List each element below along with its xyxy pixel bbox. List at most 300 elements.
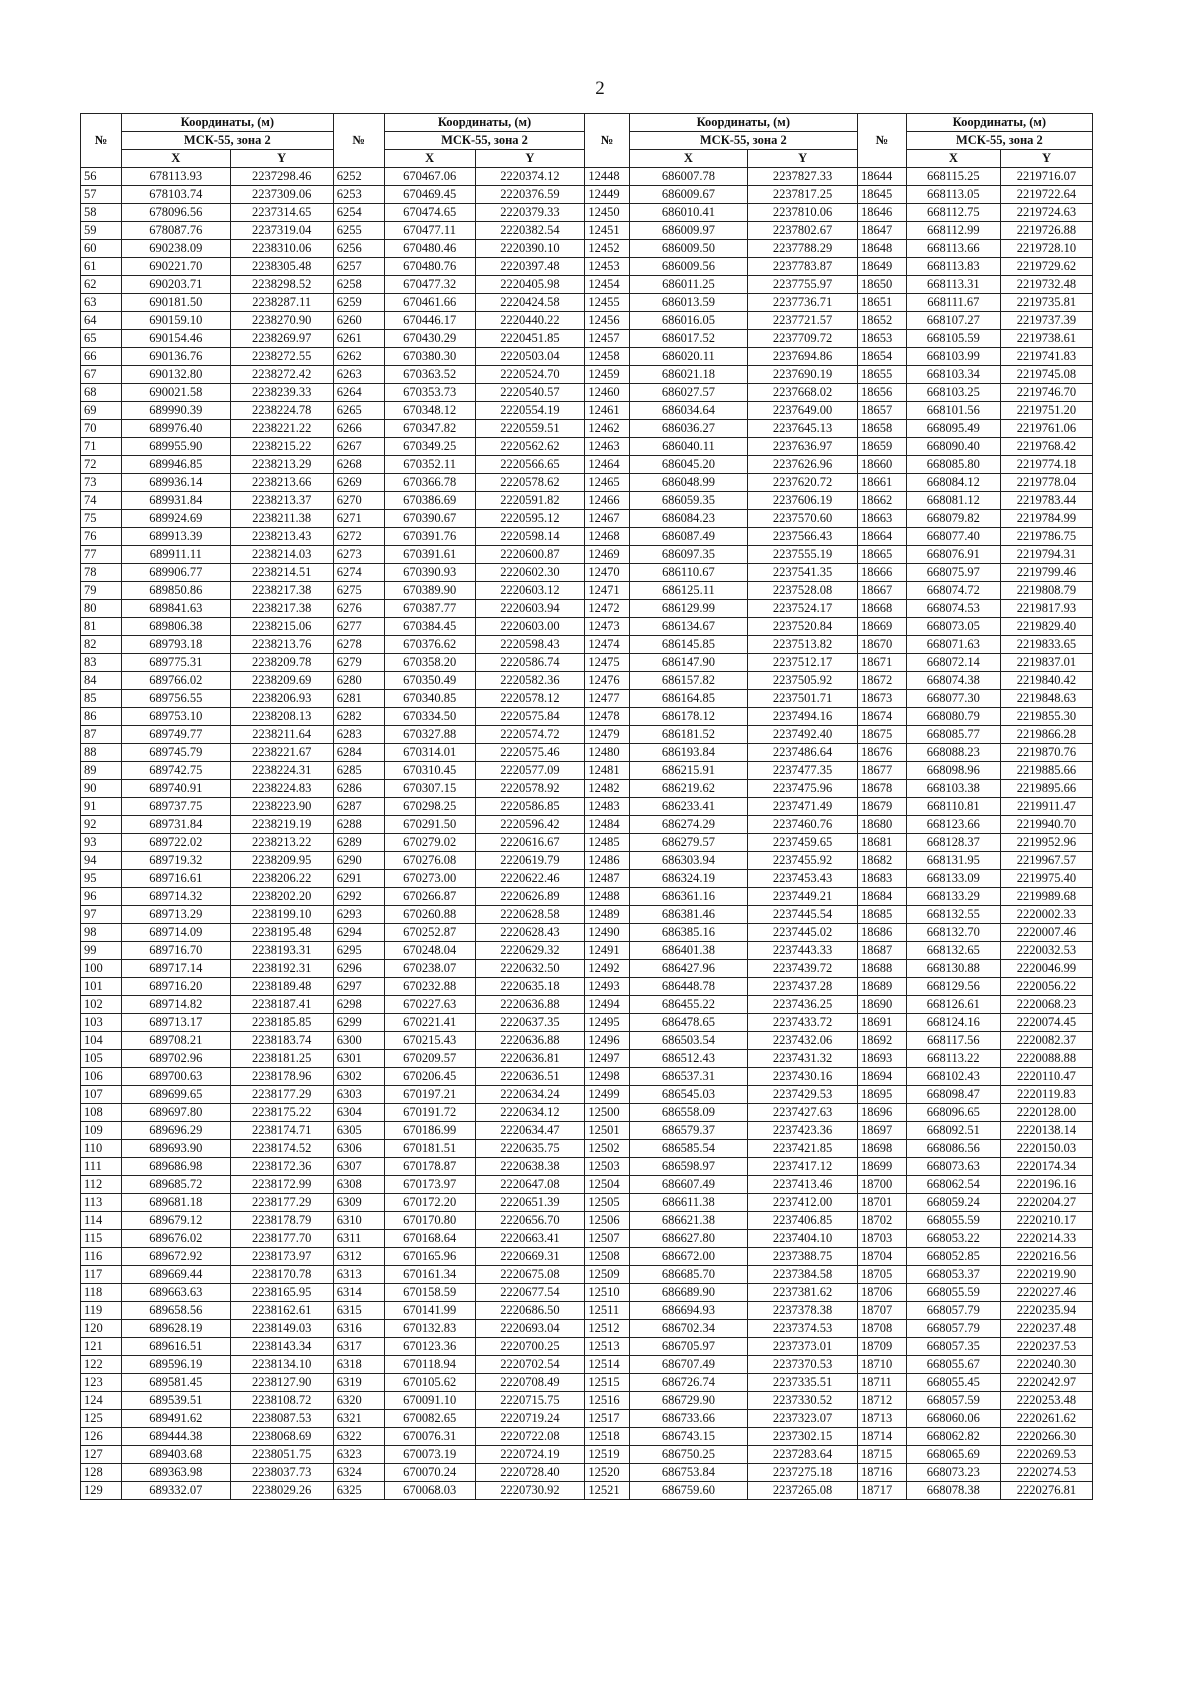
- y-value-cell: 2238174.71: [230, 1122, 333, 1140]
- y-value-cell: 2238209.95: [230, 852, 333, 870]
- table-row: [81, 456, 1093, 474]
- table-row: [81, 1122, 1093, 1140]
- y-value-cell: 2238217.38: [230, 600, 333, 618]
- point-number-cell: 6315: [333, 1302, 384, 1320]
- point-number-cell: 56: [81, 168, 122, 186]
- x-value-cell: 689716.70: [122, 942, 231, 960]
- point-number-cell: 18681: [857, 834, 906, 852]
- point-number-cell: 118: [81, 1284, 122, 1302]
- point-number-cell: 12480: [585, 744, 629, 762]
- table-row: [81, 366, 1093, 384]
- point-number-cell: 6257: [333, 258, 384, 276]
- x-value-cell: 686279.57: [629, 834, 748, 852]
- y-value-cell: 2219746.70: [1000, 384, 1092, 402]
- y-value-cell: 2237421.85: [748, 1140, 858, 1158]
- x-value-cell: 668103.38: [906, 780, 1000, 798]
- y-value-cell: 2220082.37: [1000, 1032, 1092, 1050]
- point-number-cell: 18690: [857, 996, 906, 1014]
- table-row: [81, 1338, 1093, 1356]
- y-value-cell: 2237475.96: [748, 780, 858, 798]
- x-header: X: [629, 150, 748, 168]
- y-value-cell: 2220702.54: [475, 1356, 585, 1374]
- point-number-cell: 12500: [585, 1104, 629, 1122]
- point-number-cell: 18678: [857, 780, 906, 798]
- x-value-cell: 668113.31: [906, 276, 1000, 294]
- y-value-cell: 2220634.47: [475, 1122, 585, 1140]
- x-value-cell: 670186.99: [384, 1122, 475, 1140]
- x-value-cell: 668132.70: [906, 924, 1000, 942]
- point-number-cell: 18652: [857, 312, 906, 330]
- table-row: [81, 1482, 1093, 1500]
- x-value-cell: 689681.18: [122, 1194, 231, 1212]
- x-value-cell: 670349.25: [384, 438, 475, 456]
- y-value-cell: 2237827.33: [748, 168, 858, 186]
- y-value-cell: 2237381.62: [748, 1284, 858, 1302]
- point-number-cell: 12491: [585, 942, 629, 960]
- y-value-cell: 2238272.42: [230, 366, 333, 384]
- y-value-cell: 2220722.08: [475, 1428, 585, 1446]
- x-value-cell: 668055.45: [906, 1374, 1000, 1392]
- x-value-cell: 670158.59: [384, 1284, 475, 1302]
- point-number-cell: 12451: [585, 222, 629, 240]
- y-value-cell: 2237378.38: [748, 1302, 858, 1320]
- x-value-cell: 668103.34: [906, 366, 1000, 384]
- x-value-cell: 670380.30: [384, 348, 475, 366]
- point-number-cell: 65: [81, 330, 122, 348]
- point-number-cell: 12478: [585, 708, 629, 726]
- y-value-cell: 2219722.64: [1000, 186, 1092, 204]
- y-value-cell: 2237323.07: [748, 1410, 858, 1428]
- y-value-cell: 2220619.79: [475, 852, 585, 870]
- point-number-cell: 18716: [857, 1464, 906, 1482]
- x-value-cell: 668078.38: [906, 1482, 1000, 1500]
- table-row: [81, 348, 1093, 366]
- point-number-cell: 12479: [585, 726, 629, 744]
- x-value-cell: 686759.60: [629, 1482, 748, 1500]
- point-number-cell: 18708: [857, 1320, 906, 1338]
- point-number-cell: 18680: [857, 816, 906, 834]
- x-value-cell: 668072.14: [906, 654, 1000, 672]
- y-value-cell: 2220634.24: [475, 1086, 585, 1104]
- table-row: [81, 330, 1093, 348]
- x-value-cell: 689719.32: [122, 852, 231, 870]
- point-number-cell: 12503: [585, 1158, 629, 1176]
- table-row: [81, 924, 1093, 942]
- y-value-cell: 2220634.12: [475, 1104, 585, 1122]
- table-row: [81, 1392, 1093, 1410]
- y-value-cell: 2219866.28: [1000, 726, 1092, 744]
- x-value-cell: 670390.67: [384, 510, 475, 528]
- x-value-cell: 670310.45: [384, 762, 475, 780]
- x-value-cell: 690203.71: [122, 276, 231, 294]
- x-value-cell: 686401.38: [629, 942, 748, 960]
- y-value-cell: 2220032.53: [1000, 942, 1092, 960]
- y-value-cell: 2219967.57: [1000, 852, 1092, 870]
- y-value-cell: 2220636.51: [475, 1068, 585, 1086]
- y-value-cell: 2220628.58: [475, 906, 585, 924]
- x-value-cell: 668128.37: [906, 834, 1000, 852]
- x-value-cell: 670474.65: [384, 204, 475, 222]
- y-value-cell: 2219833.65: [1000, 636, 1092, 654]
- point-number-cell: 18687: [857, 942, 906, 960]
- y-value-cell: 2238127.90: [230, 1374, 333, 1392]
- y-value-cell: 2220240.30: [1000, 1356, 1092, 1374]
- point-number-cell: 6280: [333, 672, 384, 690]
- point-number-cell: 12475: [585, 654, 629, 672]
- column-number-header: №: [585, 114, 629, 168]
- point-number-cell: 116: [81, 1248, 122, 1266]
- x-value-cell: 668090.40: [906, 438, 1000, 456]
- table-row: [81, 1014, 1093, 1032]
- point-number-cell: 18706: [857, 1284, 906, 1302]
- point-number-cell: 75: [81, 510, 122, 528]
- point-number-cell: 12454: [585, 276, 629, 294]
- y-value-cell: 2238208.13: [230, 708, 333, 726]
- point-number-cell: 12460: [585, 384, 629, 402]
- x-value-cell: 689756.55: [122, 690, 231, 708]
- y-value-cell: 2220138.14: [1000, 1122, 1092, 1140]
- page-number: 2: [595, 78, 605, 99]
- table-row: [81, 546, 1093, 564]
- x-value-cell: 670227.63: [384, 996, 475, 1014]
- point-number-cell: 6296: [333, 960, 384, 978]
- x-value-cell: 689737.75: [122, 798, 231, 816]
- table-row: [81, 852, 1093, 870]
- x-value-cell: 668073.05: [906, 618, 1000, 636]
- x-value-cell: 686017.52: [629, 330, 748, 348]
- x-value-cell: 686689.90: [629, 1284, 748, 1302]
- y-value-cell: 2220686.50: [475, 1302, 585, 1320]
- table-row: [81, 510, 1093, 528]
- y-value-cell: 2220663.41: [475, 1230, 585, 1248]
- x-value-cell: 670073.19: [384, 1446, 475, 1464]
- point-number-cell: 6319: [333, 1374, 384, 1392]
- x-value-cell: 668059.24: [906, 1194, 1000, 1212]
- point-number-cell: 6261: [333, 330, 384, 348]
- x-value-cell: 668062.54: [906, 1176, 1000, 1194]
- x-value-cell: 670181.51: [384, 1140, 475, 1158]
- point-number-cell: 73: [81, 474, 122, 492]
- point-number-cell: 18653: [857, 330, 906, 348]
- y-value-cell: 2238213.66: [230, 474, 333, 492]
- point-number-cell: 12489: [585, 906, 629, 924]
- y-value-cell: 2220503.04: [475, 348, 585, 366]
- y-header: Y: [748, 150, 858, 168]
- x-value-cell: 689676.02: [122, 1230, 231, 1248]
- table-row: [81, 1356, 1093, 1374]
- point-number-cell: 86: [81, 708, 122, 726]
- y-value-cell: 2237524.17: [748, 600, 858, 618]
- y-value-cell: 2238149.03: [230, 1320, 333, 1338]
- y-value-cell: 2220582.36: [475, 672, 585, 690]
- y-value-cell: 2220629.32: [475, 942, 585, 960]
- x-value-cell: 668057.79: [906, 1302, 1000, 1320]
- table-row: [81, 1086, 1093, 1104]
- y-value-cell: 2238183.74: [230, 1032, 333, 1050]
- y-value-cell: 2219768.42: [1000, 438, 1092, 456]
- point-number-cell: 6310: [333, 1212, 384, 1230]
- y-value-cell: 2237802.67: [748, 222, 858, 240]
- y-value-cell: 2238165.95: [230, 1284, 333, 1302]
- zone-header: МСК-55, зона 2: [384, 132, 585, 150]
- point-number-cell: 6308: [333, 1176, 384, 1194]
- x-value-cell: 670347.82: [384, 420, 475, 438]
- table-row: [81, 906, 1093, 924]
- y-value-cell: 2219728.10: [1000, 240, 1092, 258]
- x-value-cell: 686145.85: [629, 636, 748, 654]
- y-value-cell: 2220578.92: [475, 780, 585, 798]
- y-value-cell: 2238239.33: [230, 384, 333, 402]
- y-value-cell: 2219870.76: [1000, 744, 1092, 762]
- x-value-cell: 668075.97: [906, 564, 1000, 582]
- point-number-cell: 18671: [857, 654, 906, 672]
- y-value-cell: 2237788.29: [748, 240, 858, 258]
- y-value-cell: 2220575.46: [475, 744, 585, 762]
- y-value-cell: 2238189.48: [230, 978, 333, 996]
- x-value-cell: 686010.41: [629, 204, 748, 222]
- x-value-cell: 686385.16: [629, 924, 748, 942]
- x-value-cell: 668115.25: [906, 168, 1000, 186]
- point-number-cell: 6313: [333, 1266, 384, 1284]
- y-value-cell: 2220603.00: [475, 618, 585, 636]
- y-value-cell: 2220677.54: [475, 1284, 585, 1302]
- x-value-cell: 668074.38: [906, 672, 1000, 690]
- x-value-cell: 670334.50: [384, 708, 475, 726]
- point-number-cell: 6258: [333, 276, 384, 294]
- y-value-cell: 2237570.60: [748, 510, 858, 528]
- point-number-cell: 12512: [585, 1320, 629, 1338]
- point-number-cell: 6298: [333, 996, 384, 1014]
- point-number-cell: 18689: [857, 978, 906, 996]
- zone-header: МСК-55, зона 2: [629, 132, 857, 150]
- point-number-cell: 12517: [585, 1410, 629, 1428]
- point-number-cell: 18699: [857, 1158, 906, 1176]
- point-number-cell: 18674: [857, 708, 906, 726]
- y-value-cell: 2220374.12: [475, 168, 585, 186]
- x-value-cell: 668110.81: [906, 798, 1000, 816]
- point-number-cell: 91: [81, 798, 122, 816]
- point-number-cell: 6299: [333, 1014, 384, 1032]
- point-number-cell: 100: [81, 960, 122, 978]
- point-number-cell: 12511: [585, 1302, 629, 1320]
- y-value-cell: 2220574.72: [475, 726, 585, 744]
- point-number-cell: 12487: [585, 870, 629, 888]
- point-number-cell: 6316: [333, 1320, 384, 1338]
- y-value-cell: 2220636.81: [475, 1050, 585, 1068]
- y-value-cell: 2238175.22: [230, 1104, 333, 1122]
- x-value-cell: 668088.23: [906, 744, 1000, 762]
- x-value-cell: 668077.30: [906, 690, 1000, 708]
- point-number-cell: 18684: [857, 888, 906, 906]
- y-value-cell: 2238177.70: [230, 1230, 333, 1248]
- point-number-cell: 18645: [857, 186, 906, 204]
- point-number-cell: 18679: [857, 798, 906, 816]
- point-number-cell: 12469: [585, 546, 629, 564]
- y-value-cell: 2238215.06: [230, 618, 333, 636]
- table-row: [81, 1050, 1093, 1068]
- column-number-header: №: [857, 114, 906, 168]
- x-value-cell: 690136.76: [122, 348, 231, 366]
- y-value-cell: 2238211.38: [230, 510, 333, 528]
- table-row: [81, 564, 1093, 582]
- x-value-cell: 689672.92: [122, 1248, 231, 1266]
- y-value-cell: 2220578.12: [475, 690, 585, 708]
- table-row: [81, 492, 1093, 510]
- point-number-cell: 61: [81, 258, 122, 276]
- y-value-cell: 2219808.79: [1000, 582, 1092, 600]
- y-value-cell: 2238029.26: [230, 1482, 333, 1500]
- point-number-cell: 12448: [585, 168, 629, 186]
- x-value-cell: 689669.44: [122, 1266, 231, 1284]
- x-value-cell: 668132.55: [906, 906, 1000, 924]
- x-value-cell: 689679.12: [122, 1212, 231, 1230]
- y-value-cell: 2238185.85: [230, 1014, 333, 1032]
- y-value-cell: 2238178.96: [230, 1068, 333, 1086]
- x-value-cell: 689911.11: [122, 546, 231, 564]
- y-value-cell: 2220056.22: [1000, 978, 1092, 996]
- y-value-cell: 2238310.06: [230, 240, 333, 258]
- x-value-cell: 686743.15: [629, 1428, 748, 1446]
- y-value-cell: 2220540.57: [475, 384, 585, 402]
- x-value-cell: 668080.79: [906, 708, 1000, 726]
- x-value-cell: 670161.34: [384, 1266, 475, 1284]
- x-value-cell: 689708.21: [122, 1032, 231, 1050]
- x-value-cell: 670068.03: [384, 1482, 475, 1500]
- point-number-cell: 12493: [585, 978, 629, 996]
- point-number-cell: 84: [81, 672, 122, 690]
- x-value-cell: 690154.46: [122, 330, 231, 348]
- x-value-cell: 668098.96: [906, 762, 1000, 780]
- table-row: [81, 1068, 1093, 1086]
- x-value-cell: 670178.87: [384, 1158, 475, 1176]
- point-number-cell: 12461: [585, 402, 629, 420]
- y-value-cell: 2237406.85: [748, 1212, 858, 1230]
- table-row: [81, 726, 1093, 744]
- x-value-cell: 689699.65: [122, 1086, 231, 1104]
- x-value-cell: 686579.37: [629, 1122, 748, 1140]
- point-number-cell: 78: [81, 564, 122, 582]
- y-value-cell: 2220651.39: [475, 1194, 585, 1212]
- point-number-cell: 18661: [857, 474, 906, 492]
- point-number-cell: 6279: [333, 654, 384, 672]
- y-value-cell: 2238213.37: [230, 492, 333, 510]
- point-number-cell: 59: [81, 222, 122, 240]
- point-number-cell: 12467: [585, 510, 629, 528]
- x-value-cell: 668065.69: [906, 1446, 1000, 1464]
- x-value-cell: 668076.91: [906, 546, 1000, 564]
- point-number-cell: 18697: [857, 1122, 906, 1140]
- table-row: [81, 1104, 1093, 1122]
- x-value-cell: 668132.65: [906, 942, 1000, 960]
- x-value-cell: 689713.29: [122, 906, 231, 924]
- y-value-cell: 2237436.25: [748, 996, 858, 1014]
- y-value-cell: 2220596.42: [475, 816, 585, 834]
- y-value-cell: 2237439.72: [748, 960, 858, 978]
- point-number-cell: 18703: [857, 1230, 906, 1248]
- point-number-cell: 6305: [333, 1122, 384, 1140]
- point-number-cell: 128: [81, 1464, 122, 1482]
- x-value-cell: 668073.63: [906, 1158, 1000, 1176]
- y-value-cell: 2237626.96: [748, 456, 858, 474]
- x-value-cell: 686147.90: [629, 654, 748, 672]
- point-number-cell: 12474: [585, 636, 629, 654]
- x-value-cell: 689731.84: [122, 816, 231, 834]
- x-value-cell: 689753.10: [122, 708, 231, 726]
- x-value-cell: 689693.90: [122, 1140, 231, 1158]
- point-number-cell: 12477: [585, 690, 629, 708]
- point-number-cell: 6314: [333, 1284, 384, 1302]
- x-value-cell: 686707.49: [629, 1356, 748, 1374]
- x-value-cell: 670238.07: [384, 960, 475, 978]
- x-value-cell: 686181.52: [629, 726, 748, 744]
- x-value-cell: 686750.25: [629, 1446, 748, 1464]
- point-number-cell: 12499: [585, 1086, 629, 1104]
- y-value-cell: 2220214.33: [1000, 1230, 1092, 1248]
- point-number-cell: 110: [81, 1140, 122, 1158]
- point-number-cell: 129: [81, 1482, 122, 1500]
- point-number-cell: 12453: [585, 258, 629, 276]
- point-number-cell: 18702: [857, 1212, 906, 1230]
- y-value-cell: 2220719.24: [475, 1410, 585, 1428]
- y-value-cell: 2220216.56: [1000, 1248, 1092, 1266]
- y-value-cell: 2220210.17: [1000, 1212, 1092, 1230]
- y-value-cell: 2237477.35: [748, 762, 858, 780]
- y-value-cell: 2219829.40: [1000, 618, 1092, 636]
- point-number-cell: 6275: [333, 582, 384, 600]
- x-value-cell: 670260.88: [384, 906, 475, 924]
- table-row: [81, 744, 1093, 762]
- coordinates-table: [80, 113, 1093, 1500]
- x-value-cell: 690181.50: [122, 294, 231, 312]
- x-value-cell: 670232.88: [384, 978, 475, 996]
- x-value-cell: 668098.47: [906, 1086, 1000, 1104]
- x-value-cell: 689740.91: [122, 780, 231, 798]
- table-row: [81, 402, 1093, 420]
- point-number-cell: 18717: [857, 1482, 906, 1500]
- x-value-cell: 670430.29: [384, 330, 475, 348]
- x-value-cell: 686215.91: [629, 762, 748, 780]
- point-number-cell: 6263: [333, 366, 384, 384]
- point-number-cell: 18669: [857, 618, 906, 636]
- x-value-cell: 686733.66: [629, 1410, 748, 1428]
- y-value-cell: 2238173.97: [230, 1248, 333, 1266]
- y-value-cell: 2237459.65: [748, 834, 858, 852]
- x-value-cell: 670461.66: [384, 294, 475, 312]
- point-number-cell: 63: [81, 294, 122, 312]
- table-row: [81, 834, 1093, 852]
- y-value-cell: 2220219.90: [1000, 1266, 1092, 1284]
- table-row: [81, 618, 1093, 636]
- x-value-cell: 689714.09: [122, 924, 231, 942]
- x-value-cell: 678103.74: [122, 186, 231, 204]
- point-number-cell: 6286: [333, 780, 384, 798]
- x-value-cell: 668107.27: [906, 312, 1000, 330]
- x-value-cell: 686705.97: [629, 1338, 748, 1356]
- table-row: [81, 1032, 1093, 1050]
- table-row: [81, 672, 1093, 690]
- table-row: [81, 996, 1093, 1014]
- point-number-cell: 12519: [585, 1446, 629, 1464]
- y-value-cell: 2220602.30: [475, 564, 585, 582]
- point-number-cell: 12476: [585, 672, 629, 690]
- x-value-cell: 678113.93: [122, 168, 231, 186]
- x-value-cell: 668126.61: [906, 996, 1000, 1014]
- point-number-cell: 18673: [857, 690, 906, 708]
- table-row: [81, 276, 1093, 294]
- y-value-cell: 2220119.83: [1000, 1086, 1092, 1104]
- x-value-cell: 670352.11: [384, 456, 475, 474]
- x-value-cell: 668133.09: [906, 870, 1000, 888]
